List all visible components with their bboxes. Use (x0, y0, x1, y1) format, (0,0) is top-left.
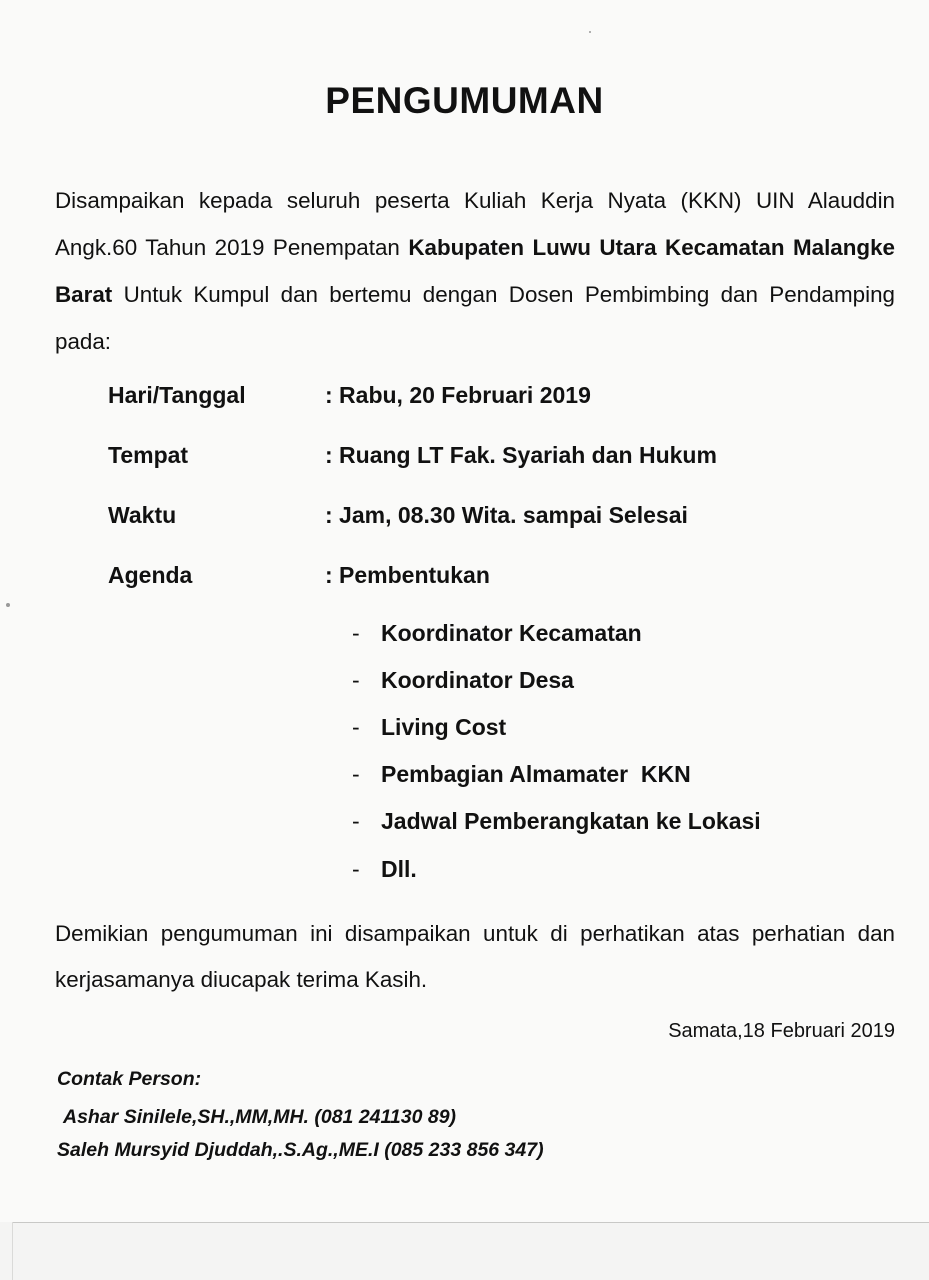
agenda-item-text: Koordinator Kecamatan (381, 620, 642, 646)
detail-label: Hari/Tanggal (108, 382, 246, 408)
contact-person-2: Saleh Mursyid Djuddah,.S.Ag.,ME.I (085 233 856 347) (57, 1139, 544, 1161)
agenda-list-item (352, 856, 417, 883)
agenda-list-item (352, 761, 691, 788)
detail-label: Tempat (108, 442, 189, 468)
intro-location: Kabupaten Luwu Utara Kecamatan Malangke Barat (55, 235, 895, 307)
intro-text-1: Disampaikan kepada seluruh peserta Kuliah Kerja Nyata (KKN) UIN Alauddin Angk.60 Tahun 2019 Penempatan (55, 188, 895, 260)
intro-paragraph (55, 177, 895, 365)
page-title: PENGUMUMAN (325, 80, 604, 121)
contact-person-1: Ashar Sinilele,SH.,MM,MH. (081 241130 89) (63, 1106, 457, 1128)
detail-label: Waktu (108, 502, 177, 528)
agenda-item-text: Pembagian Almamater KKN (381, 761, 691, 787)
scan-speck (6, 603, 10, 607)
detail-value: : Jam, 08.30 Wita. sampai Selesai (325, 502, 688, 528)
contact-heading: Contak Person: (57, 1068, 202, 1090)
detail-value: : Rabu, 20 Februari 2019 (325, 382, 591, 408)
scan-speck (589, 31, 591, 33)
intro-text-2: Untuk Kumpul dan bertemu dengan Dosen Pembimbing dan Pendamping pada: (55, 282, 895, 354)
agenda-list-item (352, 620, 642, 647)
place-date: Samata,18 Februari 2019 (668, 1020, 895, 1042)
agenda-item-text: Koordinator Desa (381, 667, 574, 693)
agenda-list-item (352, 714, 506, 741)
paper-bottom-edge (12, 1222, 929, 1223)
agenda-item-text: Jadwal Pemberangkatan ke Lokasi (381, 808, 761, 834)
bullet-dash: - (352, 620, 360, 646)
detail-label: Agenda (108, 562, 193, 588)
agenda-list-item (352, 667, 574, 694)
agenda-item-text: Living Cost (381, 714, 507, 740)
agenda-item-text: Dll. (381, 856, 417, 882)
paper-left-edge (12, 1222, 13, 1280)
bullet-dash: - (352, 761, 360, 787)
detail-value: : Ruang LT Fak. Syariah dan Hukum (325, 442, 717, 468)
detail-value: : Pembentukan (325, 562, 490, 588)
closing-paragraph: Demikian pengumuman ini disampaikan untuk di perhatikan atas perhatian dan kerjasamanya diucapak terima Kasih. (55, 921, 895, 992)
bullet-dash: - (352, 808, 360, 834)
bullet-dash: - (352, 714, 360, 740)
agenda-list-item (352, 808, 761, 835)
bullet-dash: - (352, 856, 360, 882)
bullet-dash: - (352, 667, 360, 693)
